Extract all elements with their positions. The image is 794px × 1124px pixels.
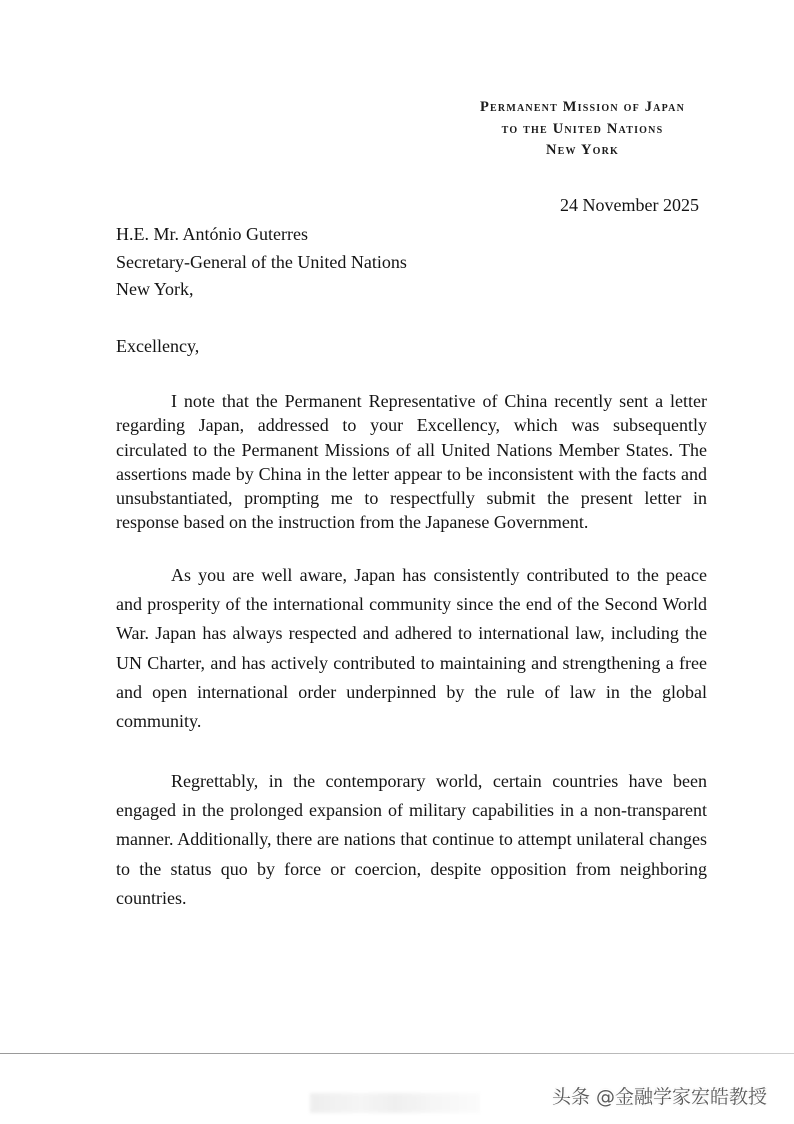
- addressee-block: [116, 221, 407, 304]
- letterhead: [430, 97, 735, 162]
- salutation: Excellency,: [116, 336, 200, 356]
- page-divider: [0, 1053, 794, 1054]
- blurred-region: [310, 1093, 480, 1113]
- letter-date: 24 November 2025: [560, 195, 699, 215]
- body-paragraph-2: As you are well aware, Japan has consistently contributed to the peace and prosperity of the international community since the end of the Second World War. Japan has always respected and adhered to international law, including the UN Charter, and has actively contributed to maintaining and strengthening a free and open international order underpinned by the rule of law in the global community.: [116, 565, 707, 732]
- letterhead-city: New York: [545, 142, 620, 158]
- letterhead-mission: Permanent Mission of Japan: [479, 99, 686, 115]
- addressee-title: Secretary-General of the United Nations: [116, 251, 407, 272]
- source-watermark: 头条 @金融学家宏皓教授: [552, 1086, 768, 1108]
- addressee-name: H.E. Mr. António Guterres: [116, 224, 308, 244]
- body-paragraph-3: Regrettably, in the contemporary world, certain countries have been engaged in the prolonged expansion of military capabilities in a non-transparent manner. Additionally, there are nations that continue to attempt unilateral changes to the status quo by force or coercion, despite opposition from neighboring countries.: [116, 771, 707, 908]
- letterhead-organization: to the United Nations: [501, 120, 664, 137]
- addressee-location: New York,: [116, 279, 194, 299]
- body-paragraph-1: I note that the Permanent Representative of China recently sent a letter regarding Japan, addressed to your Excellency, which was subsequently circulated to the Permanent Missions of all United Nations Member States. The assertions made by China in the letter appear to be inconsistent with the facts and unsubstantiated, prompting me to respectfully submit the present letter in response based on the instruction from the Japanese Government.: [116, 391, 707, 533]
